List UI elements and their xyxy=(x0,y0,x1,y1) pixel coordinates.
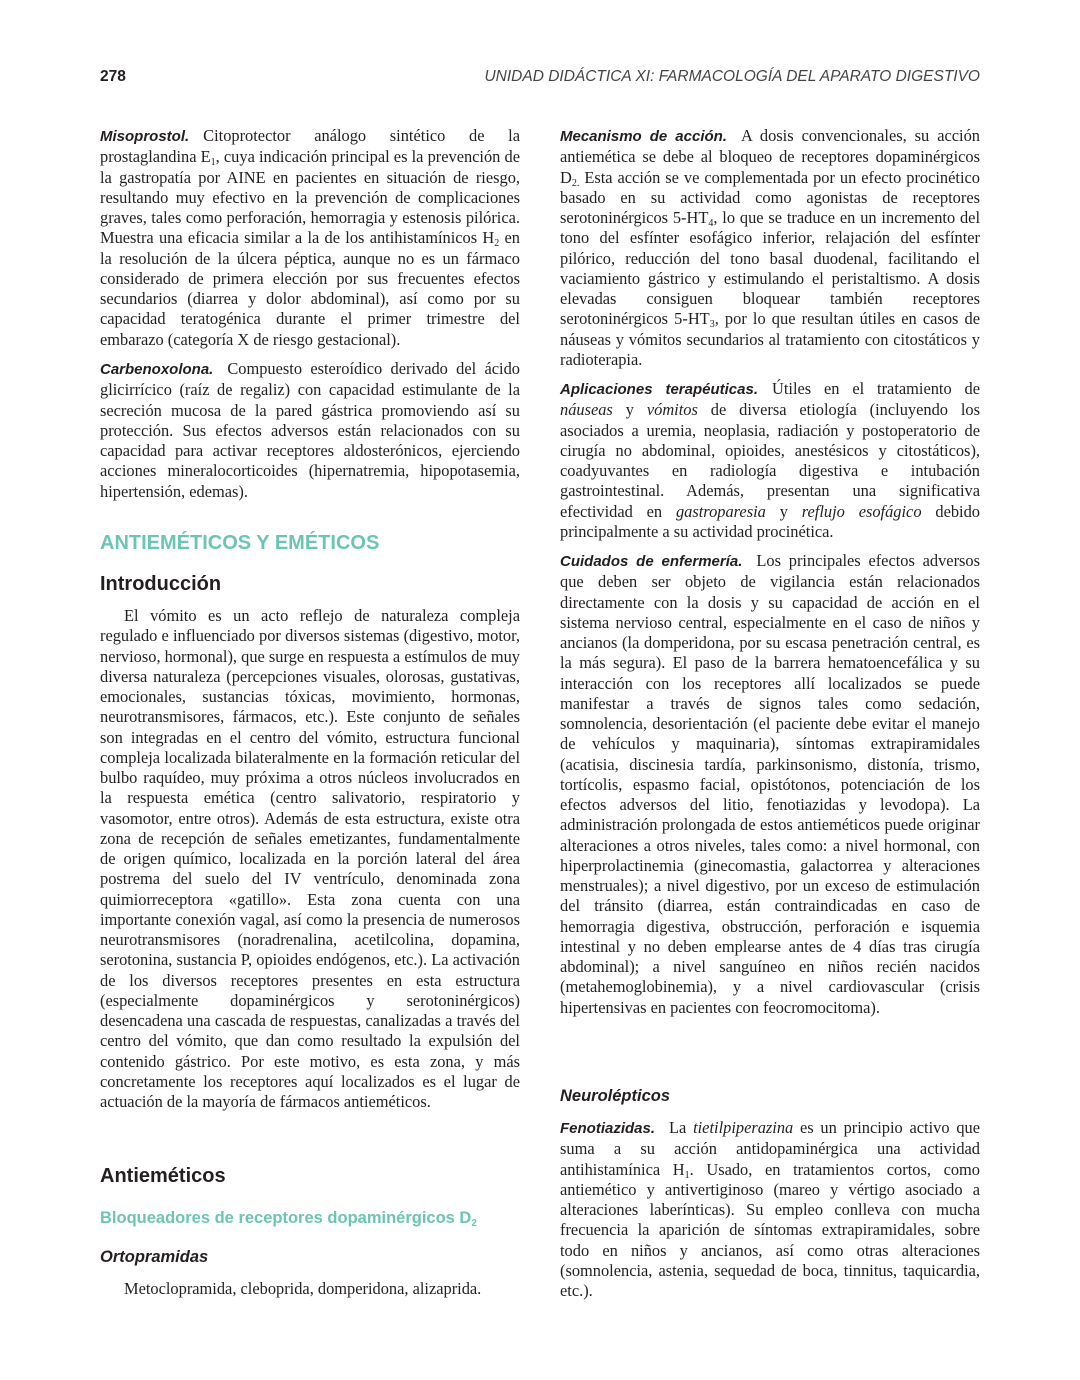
text-run: Compuesto esteroídico derivado del ácido glicirrícico (raíz de regaliz) con capacidad estimulante de la secreción mucosa de la pared gástrica promoviendo así su protección. Sus efectos adversos están relacionados con su capacidad para activar receptores aldosterónicos, ejerciendo acciones mineralocorticoides (hipernatremia, hipopotasemia, hipertensión, edemas). xyxy=(100,359,520,501)
heading-text: Bloqueadores de receptores dopaminérgicos D xyxy=(100,1209,472,1227)
text-run: La xyxy=(669,1118,694,1137)
text-run: , por lo que resultan útiles en casos de náuseas y vómitos secundarios al tratamiento con citostáticos y radioterapia. xyxy=(560,309,981,369)
text-run: en la resolución de la úlcera péptica, aunque no es un fármaco considerado de primera elección por sus frecuentes efectos secundarios (diarrea y dolor abdominal), así como por su capacidad teratogénica durante el primer trimestre del embarazo (categoría X de riesgo gestacional). xyxy=(100,228,520,349)
subscript: 3 xyxy=(709,319,715,331)
heading-neurolepticos: Neurolépticos xyxy=(560,1087,671,1105)
text-run: . Usado, en tratamientos cortos, como antiemético y antivertiginoso (mareo y vértigo asociado a alteraciones laberínticas). Su empleo conlleva con mucha frecuencia la aparición de síntomas extrapiramidales, sobre todo en niños y ancianos, así como otras alteraciones (somnolencia, astenia, sequedad de boca, tinnitus, taquicardia, etc.). xyxy=(560,1159,980,1300)
heading-ortopramidas: Ortopramidas xyxy=(100,1248,209,1266)
text-run: debido principalmente a su actividad procinética. xyxy=(560,501,980,541)
text-run: de diversa etiología (incluyendo los asociados a uremia, neoplasia, radiación y postoperatorio de cirugía no abdominal, opioides, anestésicos y citostáticos), coadyuvantes en radiología digestiva e intubación gastrointestinal. Además, presentan una significativa efectividad en xyxy=(560,400,981,521)
text-run: es un principio activo que suma a su acción antidopaminérgica una actividad antihistamínica H xyxy=(560,1118,980,1179)
text-run: Citoprotector análogo sintético de la prostaglandina E xyxy=(100,126,520,167)
run-in-heading: Aplicaciones terapéuticas. xyxy=(560,381,759,398)
italic-term: reflujo esofágico xyxy=(801,501,922,521)
heading-subscript: 2 xyxy=(471,1218,477,1229)
text-run: A dosis convencionales, su acción antiemética se debe al bloqueo de receptores dopaminérgicos D xyxy=(560,126,980,187)
italic-term: tietilpiperazina xyxy=(693,1118,794,1137)
italic-term: náuseas xyxy=(560,400,613,420)
subscript: 1 xyxy=(210,157,216,169)
run-in-heading: Cuidados de enfermería. xyxy=(560,553,743,570)
heading-bloqueadores xyxy=(100,1209,477,1228)
subscript: 4 xyxy=(708,218,714,229)
paragraph-mecanismo xyxy=(560,126,980,370)
paragraph-fenotiazidas xyxy=(560,1118,980,1301)
subheading-antiemeticos: Antieméticos xyxy=(100,1165,226,1187)
paragraph-aplicaciones xyxy=(560,379,980,542)
run-in-heading: Mecanismo de acción. xyxy=(560,128,727,145)
section-heading: ANTIEMÉTICOS Y EMÉTICOS xyxy=(100,532,380,554)
paragraph-carbenoxolona xyxy=(100,359,520,502)
running-header: UNIDAD DIDÁCTICA XI: FARMACOLOGÍA DEL APARATO DIGESTIVO xyxy=(484,68,980,85)
text-run: , cuya indicación principal es la prevención de la gastropatía por AINE en pacientes en situación de riesgo, resultando muy efectivo en la prevención de complicaciones graves, tales como perforación, hemorragia y estenosis pilórica. Muestra una eficacia similar a la de los antihistamínicos H xyxy=(100,147,520,248)
paragraph-cuidados xyxy=(560,551,980,1018)
subscript: 2 xyxy=(494,238,500,250)
paragraph-ortopramidas xyxy=(100,1279,520,1299)
run-in-heading: Carbenoxolona. xyxy=(100,361,214,378)
italic-term: vómitos xyxy=(646,400,698,420)
italic-term: gastroparesia xyxy=(675,501,766,521)
text-run: Esta acción se ve complementada por un efecto procinético basado en su actividad como agonistas de receptores serotoninérgicos 5-HT xyxy=(560,167,980,227)
subheading-introduccion: Introducción xyxy=(100,573,222,595)
text-run: y xyxy=(765,501,802,521)
text-run: y xyxy=(612,400,647,420)
subscript: 1 xyxy=(684,1169,690,1181)
page-number: 278 xyxy=(100,68,126,85)
run-in-heading: Fenotiazidas. xyxy=(560,1120,656,1137)
text-run: El vómito es un acto reflejo de naturaleza compleja regulado e influenciado por diversos sistemas (digestivo, motor, nervioso, hormonal), que surge en respuesta a estímulos de muy diversa naturaleza (percepciones visuales, olorosas, gustativas, emocionales, sustancias tóxicas, movimiento, hormonas, neurotransmisores, fármacos, etc.). Este conjunto de señales son integradas en el centro del vómito, estructura funcional compleja localizada bilateralmente en la formación reticular del bulbo raquídeo, muy próxima a otros núcleos involucrados en la respuesta emética (centro salivatorio, respiratorio y vasomotor, entre otros). Además de esta estructura, existe otra zona de recepción de señales emetizantes, fundamentalmente de origen químico, localizada en la porción lateral del área postrema del suelo del IV ventrículo, denominada zona quimiorreceptora «gatillo». Esta zona cuenta con una importante conexión vagal, así como la presencia de numerosos neurotransmisores (noradrenalina, acetilcolina, dopamina, serotonina, sustancia P, opioides endógenos, etc.). La activación de los diversos receptores presentes en esta estructura (especialmente dopaminérgicos y serotoninérgicos) desencadena una cascada de respuestas, canalizadas a través del centro del vómito, que dan como resultado la expulsión del contenido gástrico. Por este motivo, es esta zona, y más concretamente los receptores aquí localizados es el lugar de actuación de la mayoría de fármacos antieméticos. xyxy=(100,606,520,1111)
text-run: , lo que se traduce en un incremento del tono del esfínter esofágico inferior, relajación del esfínter pilórico, reducción del tono basal duodenal, facilitando el vaciamiento gástrico y estimulando el peristaltismo. A dosis elevadas consiguen bloquear también receptores serotoninérgicos 5-HT xyxy=(560,208,980,329)
text-run: Los principales efectos adversos que deben ser objeto de vigilancia están relacionados directamente con la dosis y su capacidad de acción en el sistema nervioso central, especialmente en el caso de niños y ancianos (la domperidona, por su escasa penetración central, es la más segura). El paso de la barrera hematoencefálica y su interacción con los receptores allí localizados se puede manifestar a través de signos tales como sedación, somnolencia, desorientación (el paciente debe evitar el manejo de vehículos y maquinaria), síntomas extrapiramidales (acatisia, discinesia tardía, parkinsonismo, distonía, trismo, tortícolis, espasmo facial, opistótonos, potenciación de los efectos adversos del litio, fenotiazidas y levodopa). La administración prolongada de estos antieméticos puede originar alteraciones a otros niveles, tales como: a nivel hormonal, con hiperprolactinemia (ginecomastia, galactorrea y alteraciones menstruales); a nivel digestivo, por un exceso de estimulación del tránsito (diarrea, están contraindicadas en caso de hemorragia digestiva, obstrucción, perforación e isquemia intestinal y no deben emplearse antes de 4 días tras cirugía abdominal); a nivel sanguíneo en niños recién nacidos (metahemoglobinemia), y a nivel cardiovascular (crisis hipertensivas en pacientes con feocromocitoma). xyxy=(560,551,980,1017)
paragraph-introduccion xyxy=(100,606,520,1112)
paragraph-misoprostol xyxy=(100,126,520,350)
run-in-heading: Misoprostol. xyxy=(100,128,190,145)
text-run: Metoclopramida, cleboprida, domperidona, alizaprida. xyxy=(124,1279,482,1298)
text-run: Útiles en el tratamiento de xyxy=(772,379,981,398)
subscript: 2. xyxy=(571,177,580,189)
